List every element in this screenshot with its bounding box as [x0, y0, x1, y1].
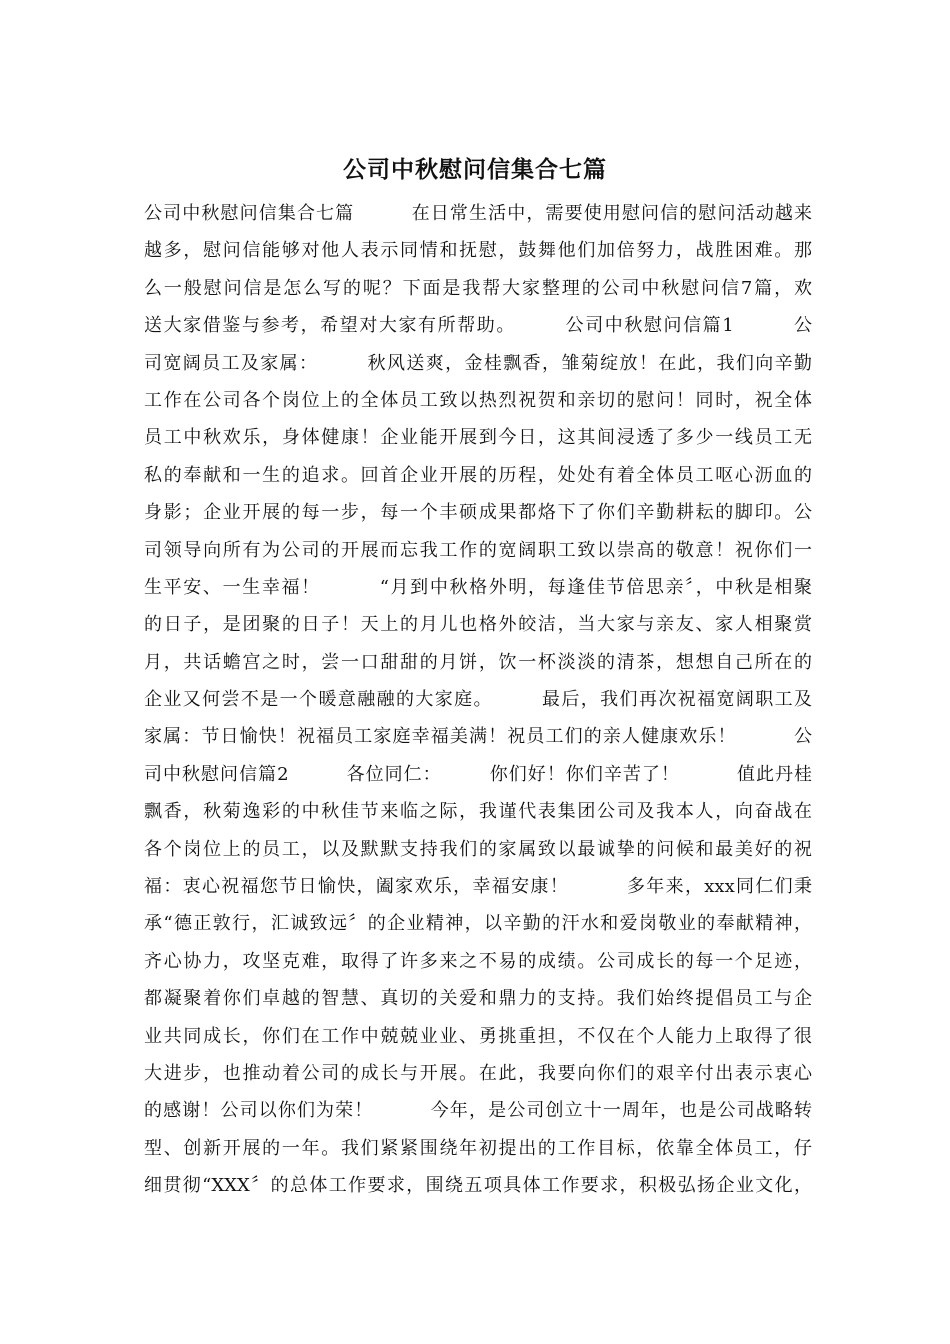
body-line: 型、创新开展的一年。我们紧紧围绕年初提出的工作目标，依靠全体员工，仔	[144, 1137, 812, 1159]
body-line: 么一般慰问信是怎么写的呢？下面是我帮大家整理的公司中秋慰问信7篇，欢	[144, 277, 812, 299]
body-line: 送大家借鉴与参考，希望对大家有所帮助。 公司中秋慰问信篇1 公	[144, 315, 812, 337]
body-line: 的感谢！公司以你们为荣！ 今年，是公司创立十一周年，也是公司战略转	[144, 1100, 812, 1122]
body-line: 家属：节日愉快！祝福员工家庭幸福美满！祝员工们的亲人健康欢乐！ 公	[144, 726, 812, 748]
body-line: 司宽阔员工及家属： 秋风送爽，金桂飘香，雏菊绽放！在此，我们向辛勤	[144, 352, 812, 374]
body-line: 公司中秋慰问信集合七篇 在日常生活中，需要使用慰问信的慰问活动越来	[144, 203, 812, 224]
body-line: 生平安、一生幸福！ “月到中秋格外明，每逢佳节倍思亲〞，中秋是相聚	[144, 576, 812, 598]
body-line: 各个岗位上的员工，以及默默支持我们的家属致以最诚挚的问候和最美好的祝	[144, 838, 812, 860]
body-line: 业共同成长，你们在工作中兢兢业业、勇挑重担，不仅在个人能力上取得了很	[144, 1025, 812, 1047]
body-line: 飘香，秋菊逸彩的中秋佳节来临之际，我谨代表集团公司及我本人，向奋战在	[144, 801, 812, 823]
body-line: 企业又何尝不是一个暖意融融的大家庭。 最后，我们再次祝福宽阔职工及	[144, 689, 812, 711]
body-line: 司领导向所有为公司的开展而忘我工作的宽阔职工致以崇高的敬意！祝你们一	[144, 539, 812, 561]
body-line: 福：衷心祝福您节日愉快，阖家欢乐，幸福安康！ 多年来，xxx同仁们秉	[144, 876, 812, 898]
body-line: 工作在公司各个岗位上的全体员工致以热烈祝贺和亲切的慰问！同时，祝全体	[144, 389, 812, 411]
body-line: 细贯彻“XXX〞的总体工作要求，围绕五项具体工作要求，积极弘扬企业文化，	[144, 1175, 812, 1197]
body-line: 私的奉献和一生的追求。回首企业开展的历程，处处有着全体员工呕心沥血的	[144, 464, 812, 486]
body-line: 月，共话蟾宫之时，尝一口甜甜的月饼，饮一杯淡淡的清茶，想想自己所在的	[144, 651, 812, 673]
body-line: 齐心协力，攻坚克难，取得了许多来之不易的成绩。公司成长的每一个足迹，	[144, 950, 812, 972]
body-line: 身影；企业开展的每一步，每一个丰硕成果都烙下了你们辛勤耕耘的脚印。公	[144, 502, 812, 524]
body-line: 越多，慰问信能够对他人表示同情和抚慰，鼓舞他们加倍努力，战胜困难。那	[144, 240, 812, 262]
body-line: 司中秋慰问信篇2 各位同仁： 你们好！你们辛苦了！ 值此丹桂	[144, 763, 812, 785]
document-title: 公司中秋慰问信集合七篇	[343, 156, 607, 183]
body-line: 大进步，也推动着公司的成长与开展。在此，我要向你们的艰辛付出表示衷心	[144, 1062, 812, 1084]
body-line: 都凝聚着你们卓越的智慧、真切的关爱和鼎力的支持。我们始终提倡员工与企	[144, 988, 812, 1010]
body-line: 的日子，是团聚的日子！天上的月儿也格外皎洁，当大家与亲友、家人相聚赏	[144, 614, 812, 636]
body-line: 承“德正敦行，汇诚致远〞的企业精神，以辛勤的汗水和爱岗敬业的奉献精神，	[144, 913, 812, 935]
body-line: 员工中秋欢乐，身体健康！企业能开展到今日，这其间浸透了多少一线员工无	[144, 427, 812, 449]
document-body	[144, 195, 812, 1205]
